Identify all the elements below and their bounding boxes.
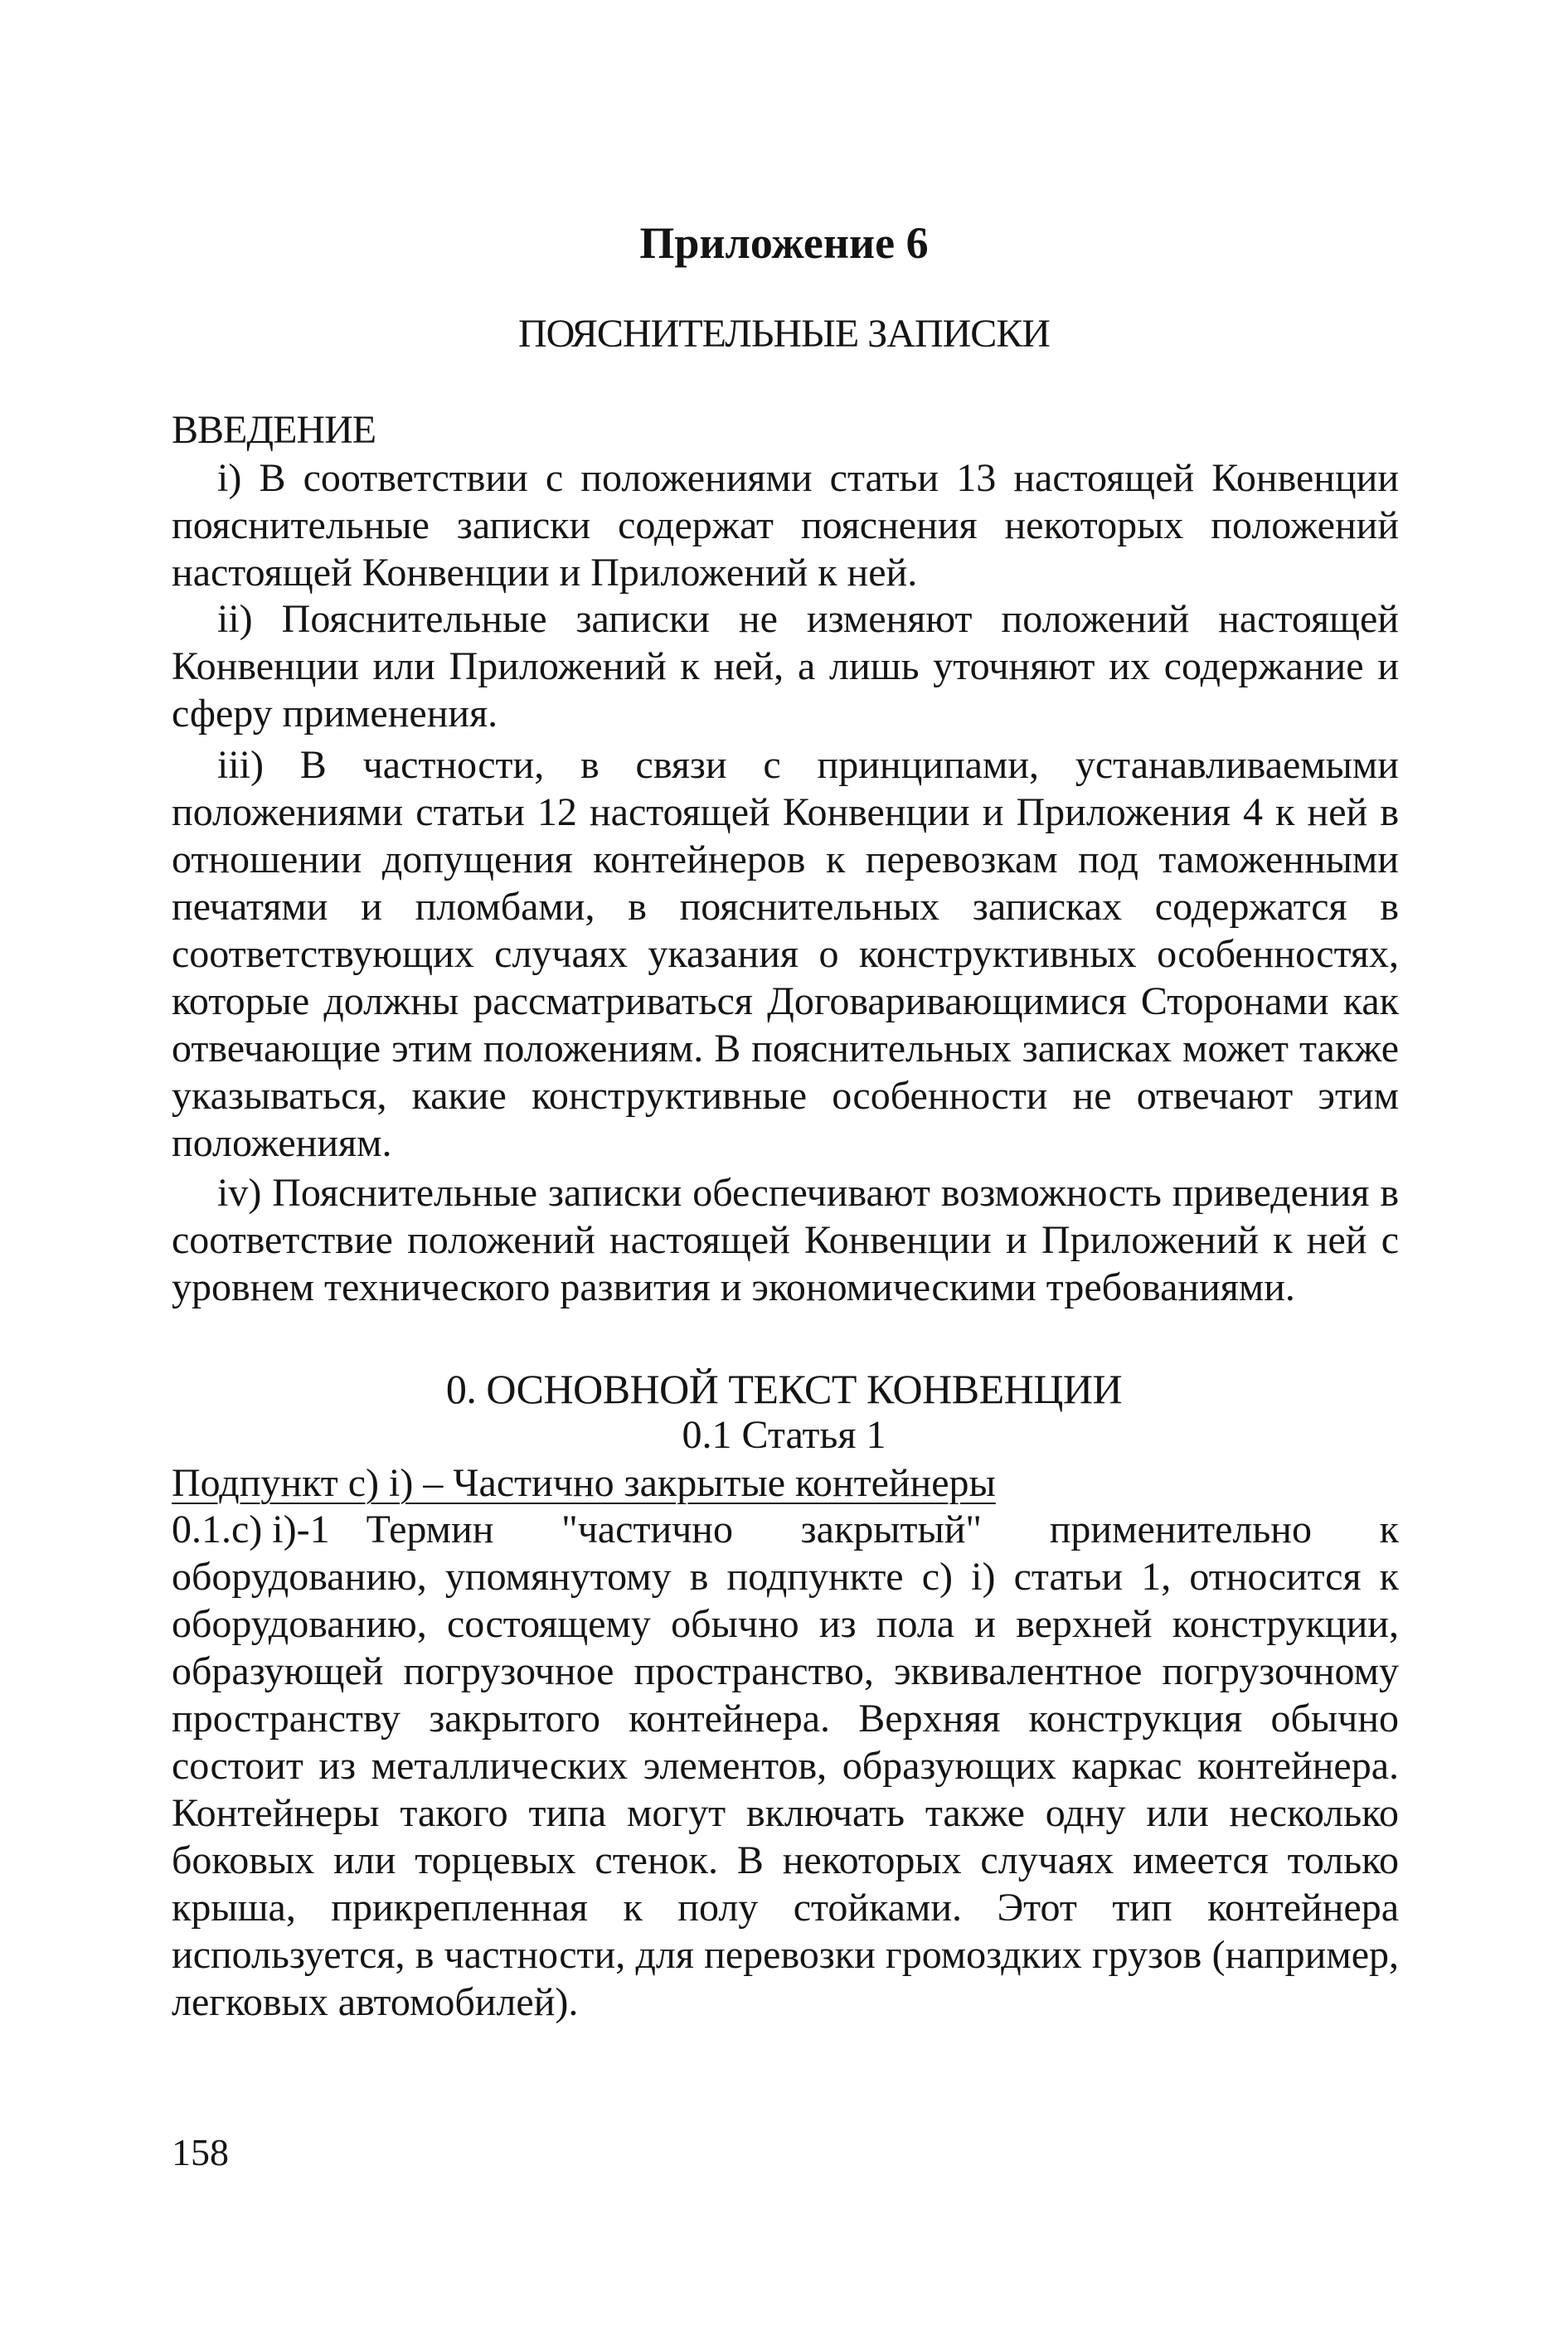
article-heading: 0.1 Статья 1 <box>682 1413 886 1457</box>
introduction-paragraph-iii: iii) В частности, в связи с принципами, устанавливаемыми положениями статьи 12 настоящей Конвенции и Приложения 4 к ней в отношении допущения контейнеров к перевозкам под таможенными печатями и пломбами, в пояснительных записках содержатся в соответствующих случаях указания о конструктивных особенностях, которые должны рассматриваться Договаривающимися Сторонами как отвечающие этим положениям. В пояснительных записках может также указываться, какие конструктивные особенности не отвечают этим положениям. <box>172 743 1399 1165</box>
introduction-heading: ВВЕДЕНИЕ <box>172 408 376 452</box>
introduction-paragraph-i: i) В соответствии с положениями статьи 13 настоящей Конвенции пояснительные записки содержат пояснения некоторых положений настоящей Конвенции и Приложений к ней. <box>172 456 1399 595</box>
definition-text: Термин "частично закрытый" применительно к оборудованию, упомянутому в подпункте c) i) статьи 1, относится к оборудованию, состоящему обычно из пола и верхней конструкции, образующей погрузочное пространство, эквивалентное погрузочному пространству закрытого контейнера. Верхняя конструкция обычно состоит из металлических элементов, образующих каркас контейнера. Контейнеры такого типа могут включать также одну или несколько боковых или торцевых стенок. В некоторых случаях имеется только крыша, прикрепленная к полу стойками. Этот тип контейнера используется, в частности, для перевозки громоздких грузов (например, легковых автомобилей). <box>172 1508 1399 2024</box>
introduction-paragraph-ii: ii) Пояснительные записки не изменяют положений настоящей Конвенции или Приложений к ней, а лишь уточняют их содержание и сферу применения. <box>172 597 1399 736</box>
introduction-paragraph-iv: iv) Пояснительные записки обеспечивают возможность приведения в соответствие положений настоящей Конвенции и Приложений к ней с уровнем технического развития и экономическими требованиями. <box>172 1171 1399 1309</box>
appendix-title: Приложение 6 <box>639 218 929 268</box>
definition-paragraph <box>172 1506 1399 2026</box>
section-heading: 0. ОСНОВНОЙ ТЕКСТ КОНВЕНЦИИ <box>445 1366 1123 1412</box>
subsection-heading: Подпункт c) i) – Частично закрытые контейнеры <box>172 1461 996 1505</box>
appendix-subtitle: ПОЯСНИТЕЛЬНЫЕ ЗАПИСКИ <box>518 312 1050 356</box>
definition-number: 0.1.c) i)-1 <box>172 1508 330 1551</box>
page-number: 158 <box>172 2131 229 2173</box>
